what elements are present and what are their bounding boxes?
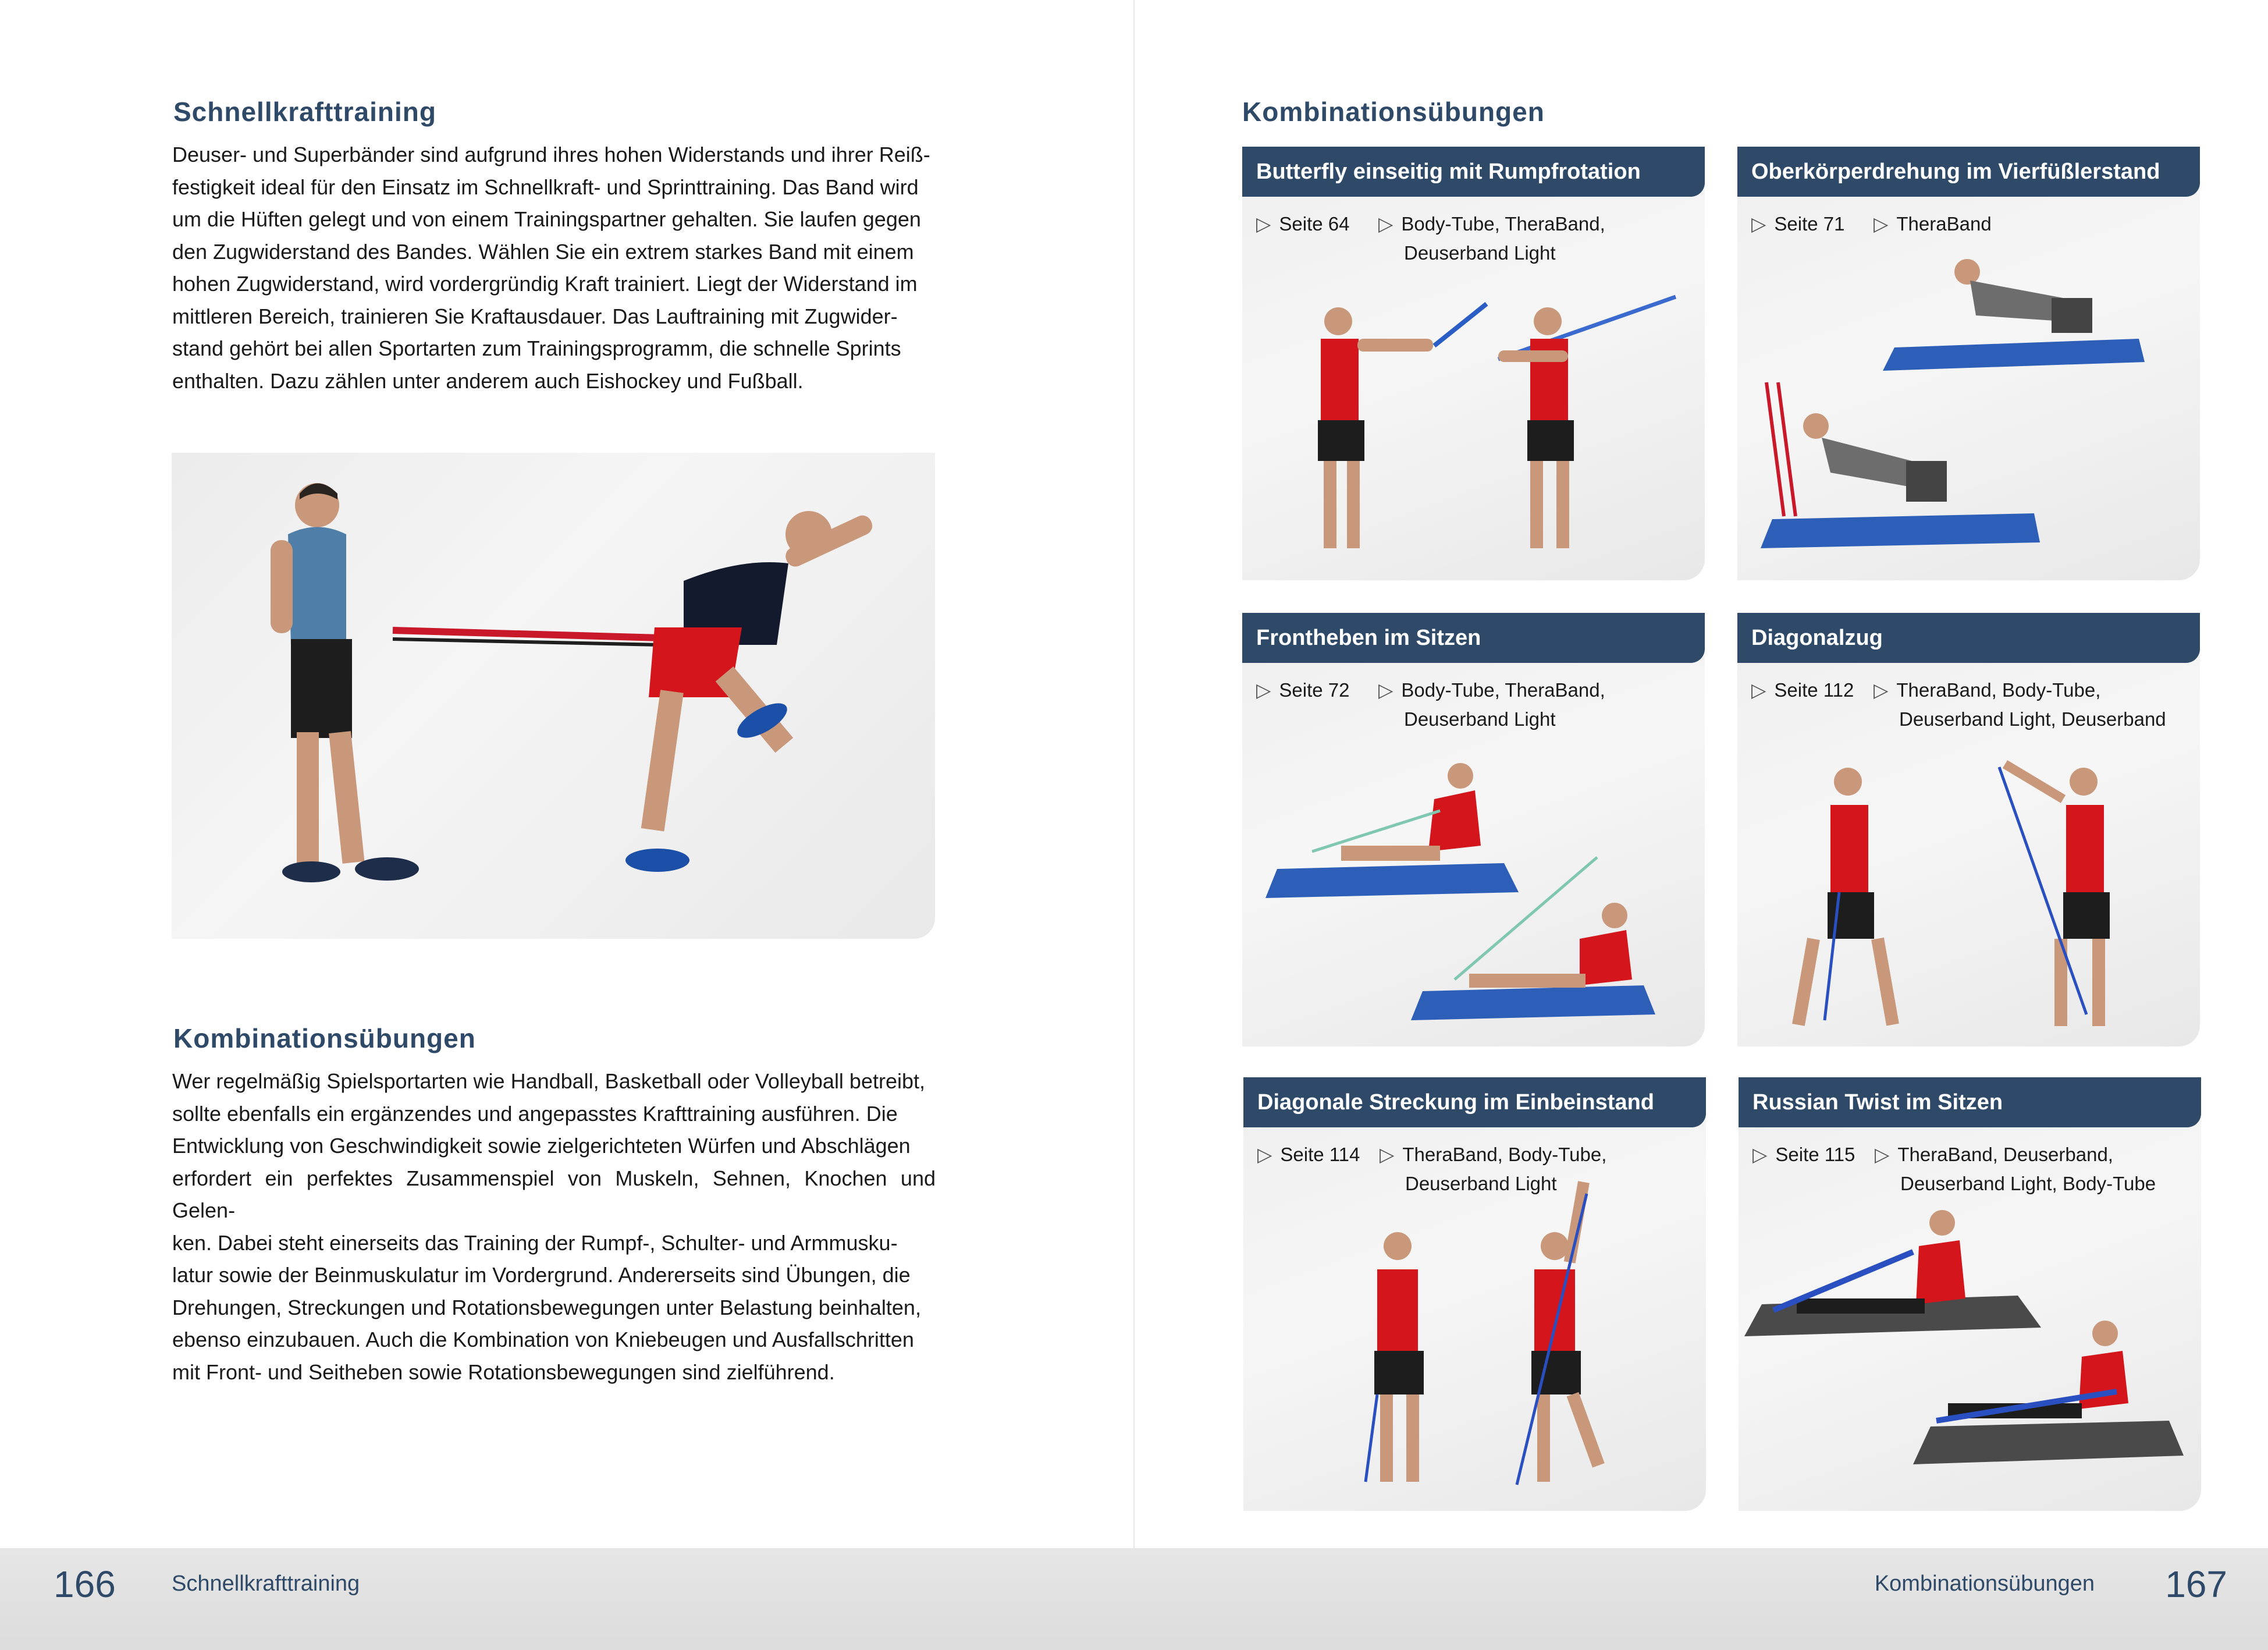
- page-reference: ▷ Seite 71: [1751, 210, 1844, 239]
- running-head-left: Schnellkrafttraining: [172, 1571, 360, 1596]
- section-heading-kombination-right: Kombinationsübungen: [1242, 97, 1545, 127]
- equipment-list: ▷ TheraBand, Deuserband, Deuserband Light, Body-Tube: [1875, 1140, 2177, 1198]
- triangle-right-icon: ▷: [1378, 679, 1393, 701]
- page-reference: ▷ Seite 115: [1752, 1140, 1855, 1169]
- section-heading-kombination-left: Kombinationsübungen: [173, 1023, 476, 1053]
- exercise-card-butterfly: [1242, 147, 1705, 580]
- sprint-training-photo: [172, 453, 935, 939]
- card-title: Oberkörperdrehung im Vierfüßlerstand: [1737, 147, 2200, 197]
- running-head-right: Kombinationsübungen: [1874, 1571, 2095, 1596]
- paragraph-line: Entwicklung von Geschwindigkeit sowie zielgerichteten Würfen und Abschlägen: [172, 1134, 911, 1158]
- partner-figure: [271, 483, 419, 882]
- card-title: Russian Twist im Sitzen: [1739, 1077, 2201, 1127]
- paragraph-line: latur sowie der Beinmuskulatur im Vordergrund. Andererseits sind Übungen, die: [172, 1263, 911, 1287]
- triangle-right-icon: ▷: [1875, 1144, 1890, 1165]
- paragraph-line: mittleren Bereich, trainieren Sie Kraftausdauer. Das Lauftraining mit Zugwider-: [172, 304, 898, 328]
- triangle-right-icon: ▷: [1752, 1144, 1768, 1165]
- card-title: Butterfly einseitig mit Rumpfrotation: [1242, 147, 1705, 197]
- paragraph-line: sollte ebenfalls ein ergänzendes und angepasstes Krafttraining ausführen. Die: [172, 1101, 898, 1126]
- card-title: Diagonale Streckung im Einbeinstand: [1243, 1077, 1706, 1127]
- exercise-card-diagonalzug: [1737, 613, 2200, 1046]
- exercise-card-oberkoerperdrehung: [1737, 147, 2200, 580]
- triangle-right-icon: ▷: [1874, 679, 1889, 701]
- triangle-right-icon: ▷: [1874, 213, 1889, 235]
- equipment-list: ▷ Body-Tube, TheraBand, Deuserband Light: [1378, 676, 1681, 734]
- paragraph-line: festigkeit ideal für den Einsatz im Schnellkraft- und Sprinttraining. Das Band wird: [172, 175, 919, 199]
- page-number-left: 166: [54, 1563, 116, 1605]
- page-footer: [0, 1548, 2268, 1650]
- page-reference: ▷ Seite 114: [1257, 1140, 1360, 1169]
- paragraph-line: erfordert ein perfektes Zusammenspiel von Muskeln, Sehnen, Knochen und Gelen-: [172, 1166, 936, 1222]
- paragraph-line: stand gehört bei allen Sportarten zum Trainingsprogramm, die schnelle Sprints: [172, 336, 901, 360]
- exercise-card-russian-twist: [1739, 1077, 2201, 1511]
- equipment-list: ▷ Body-Tube, TheraBand, Deuserband Light: [1378, 210, 1681, 268]
- paragraph-line: um die Hüften gelegt und von einem Trainingspartner gehalten. Sie laufen gegen: [172, 207, 921, 231]
- exercise-card-frontheben: [1242, 613, 1705, 1046]
- kombination-paragraph: [172, 1065, 936, 1388]
- triangle-right-icon: ▷: [1751, 213, 1766, 235]
- paragraph-line: mit Front- und Seitheben sowie Rotationsbewegungen sind zielführend.: [172, 1360, 835, 1384]
- schnellkraft-paragraph: [172, 139, 936, 397]
- page-number-right: 167: [2165, 1563, 2227, 1605]
- paragraph-line: Drehungen, Streckungen und Rotationsbewegungen unter Belastung beinhalten,: [172, 1295, 921, 1319]
- triangle-right-icon: ▷: [1751, 679, 1766, 701]
- paragraph-line: ken. Dabei steht einerseits das Training der Rumpf-, Schulter- und Armmusku-: [172, 1230, 898, 1255]
- equipment-list: ▷ TheraBand, Body-Tube, Deuserband Light, Deuserband: [1874, 676, 2176, 734]
- page-reference: ▷ Seite 72: [1256, 676, 1349, 705]
- paragraph-line: den Zugwiderstand des Bandes. Wählen Sie ein extrem starkes Band mit einem: [172, 239, 914, 264]
- triangle-right-icon: ▷: [1257, 1144, 1272, 1165]
- paragraph-line: Deuser- und Superbänder sind aufgrund ihres hohen Widerstands und ihrer Reiß-: [172, 143, 930, 166]
- section-heading-schnellkraft: Schnellkrafttraining: [173, 97, 436, 127]
- triangle-right-icon: ▷: [1256, 213, 1271, 235]
- paragraph-line: ebenso einzubauen. Auch die Kombination von Kniebeugen und Ausfallschritten: [172, 1328, 914, 1351]
- card-title: Diagonalzug: [1737, 613, 2200, 663]
- page-gutter: [1133, 0, 1135, 1548]
- paragraph-line: hohen Zugwiderstand, wird vordergründig Kraft trainiert. Liegt der Widerstand im: [172, 272, 918, 296]
- paragraph-line: enthalten. Dazu zählen unter anderem auch Eishockey und Fußball.: [172, 368, 804, 393]
- equipment-list: ▷ TheraBand, Body-Tube, Deuserband Light: [1380, 1140, 1682, 1198]
- page-reference: ▷ Seite 112: [1751, 676, 1854, 705]
- sprinter-figure: [625, 511, 875, 872]
- triangle-right-icon: ▷: [1380, 1144, 1395, 1165]
- equipment-list: ▷ TheraBand: [1874, 210, 2176, 239]
- card-title: Frontheben im Sitzen: [1242, 613, 1705, 663]
- exercise-card-diagonale-streckung: [1243, 1077, 1706, 1511]
- triangle-right-icon: ▷: [1378, 213, 1393, 235]
- page-reference: ▷ Seite 64: [1256, 210, 1349, 239]
- triangle-right-icon: ▷: [1256, 679, 1271, 701]
- paragraph-line: Wer regelmäßig Spielsportarten wie Handball, Basketball oder Volleyball betreibt,: [172, 1069, 926, 1093]
